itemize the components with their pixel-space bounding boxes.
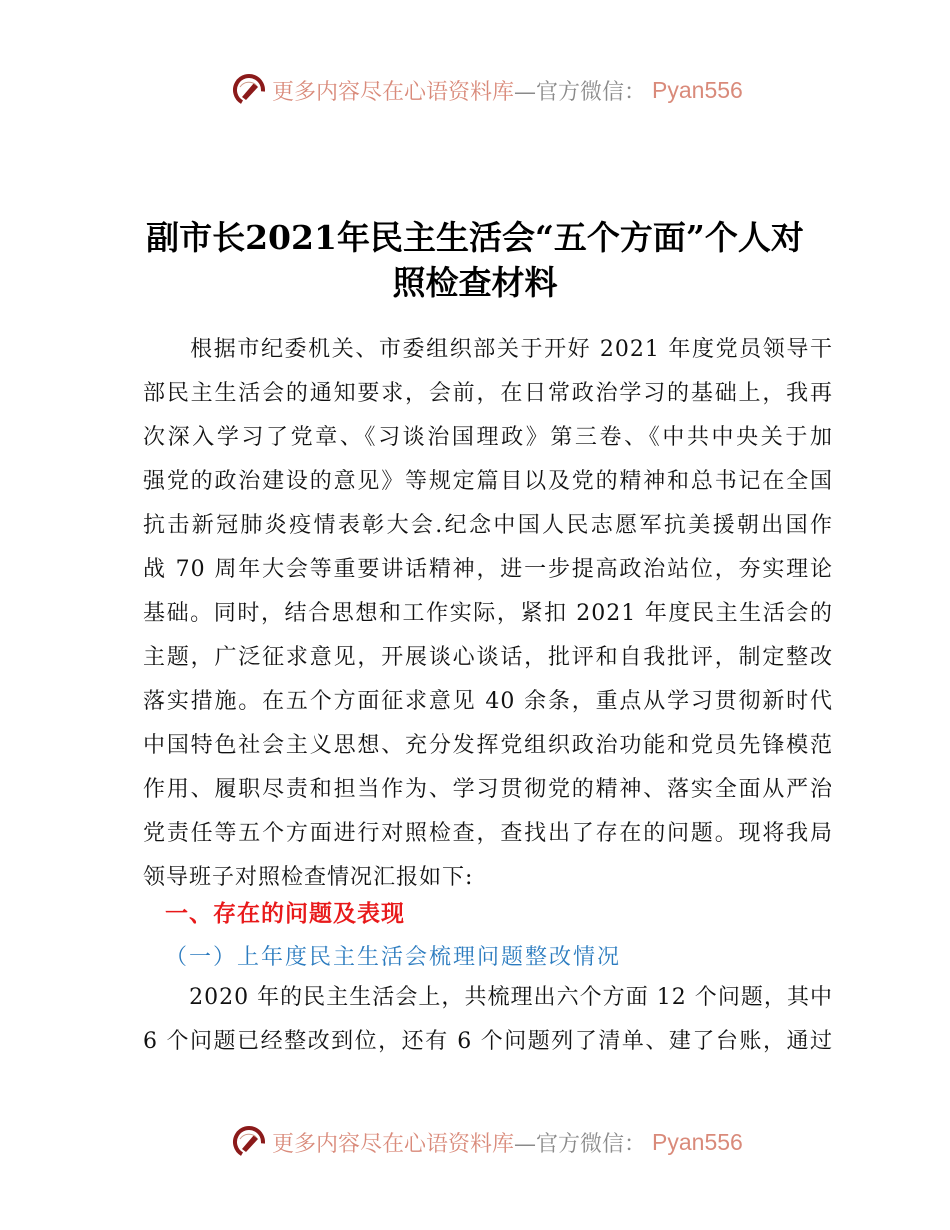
- document-title: [100, 215, 850, 305]
- pen-logo-icon: [232, 73, 266, 107]
- banner-wechat-id: Pyan556: [652, 1128, 743, 1155]
- header-watermark-banner: [232, 70, 743, 110]
- paragraph-line: 强党的政治建设的意见》等规定篇目以及党的精神和总书记在全国: [143, 469, 833, 494]
- paragraph-line: 6 个问题已经整改到位，还有 6 个问题列了清单、建了台账，通过: [143, 1029, 833, 1054]
- subsection-heading-1: （一）上年度民主生活会梳理问题整改情况: [165, 945, 622, 970]
- paragraph-line: 战 70 周年大会等重要讲话精神，进一步提高政治站位，夯实理论: [143, 557, 833, 582]
- paragraph-line: 领导班子对照检查情况汇报如下:: [143, 865, 474, 890]
- paragraph-line: 次深入学习了党章、《习谈治国理政》第三卷、《中共中央关于加: [143, 425, 833, 450]
- title-line-1: 副市长2021年民主生活会“五个方面”个人对: [146, 218, 804, 257]
- paragraph-line: 党责任等五个方面进行对照检查，查找出了存在的问题。现将我局: [143, 821, 833, 846]
- footer-watermark-banner: [232, 1122, 743, 1162]
- section-heading-1: 一、存在的问题及表现: [165, 900, 405, 926]
- intro-paragraph: [143, 328, 833, 900]
- section-paragraph: [143, 976, 833, 1064]
- paragraph-line: 2020 年的民主生活会上，共梳理出六个方面 12 个问题，其中: [143, 985, 833, 1010]
- paragraph-line: 中国特色社会主义思想、充分发挥党组织政治功能和党员先锋模范: [143, 733, 833, 758]
- banner-text-main: 更多内容尽在心语资料库: [272, 1131, 515, 1157]
- paragraph-line: 部民主生活会的通知要求，会前，在日常政治学习的基础上，我再: [143, 381, 833, 406]
- banner-text-dash: —官方微信：: [514, 79, 647, 105]
- paragraph-line: 主题，广泛征求意见，开展谈心谈话，批评和自我批评，制定整改: [143, 645, 833, 670]
- paragraph-line: 落实措施。在五个方面征求意见 40 余条，重点从学习贯彻新时代: [143, 689, 833, 714]
- paragraph-line: 抗击新冠肺炎疫情表彰大会.纪念中国人民志愿军抗美援朝出国作: [143, 513, 833, 538]
- title-line-2: 照检查材料: [392, 263, 558, 302]
- paragraph-line: 根据市纪委机关、市委组织部关于开好 2021 年度党员领导干: [143, 337, 833, 362]
- banner-text-dash: —官方微信：: [514, 1131, 647, 1157]
- pen-logo-icon: [232, 1125, 266, 1159]
- banner-wechat-id: Pyan556: [652, 76, 743, 103]
- banner-text-main: 更多内容尽在心语资料库: [272, 79, 515, 105]
- paragraph-line: 基础。同时，结合思想和工作实际，紧扣 2021 年度民主生活会的: [143, 601, 833, 626]
- paragraph-line: 作用、履职尽责和担当作为、学习贯彻党的精神、落实全面从严治: [143, 777, 833, 802]
